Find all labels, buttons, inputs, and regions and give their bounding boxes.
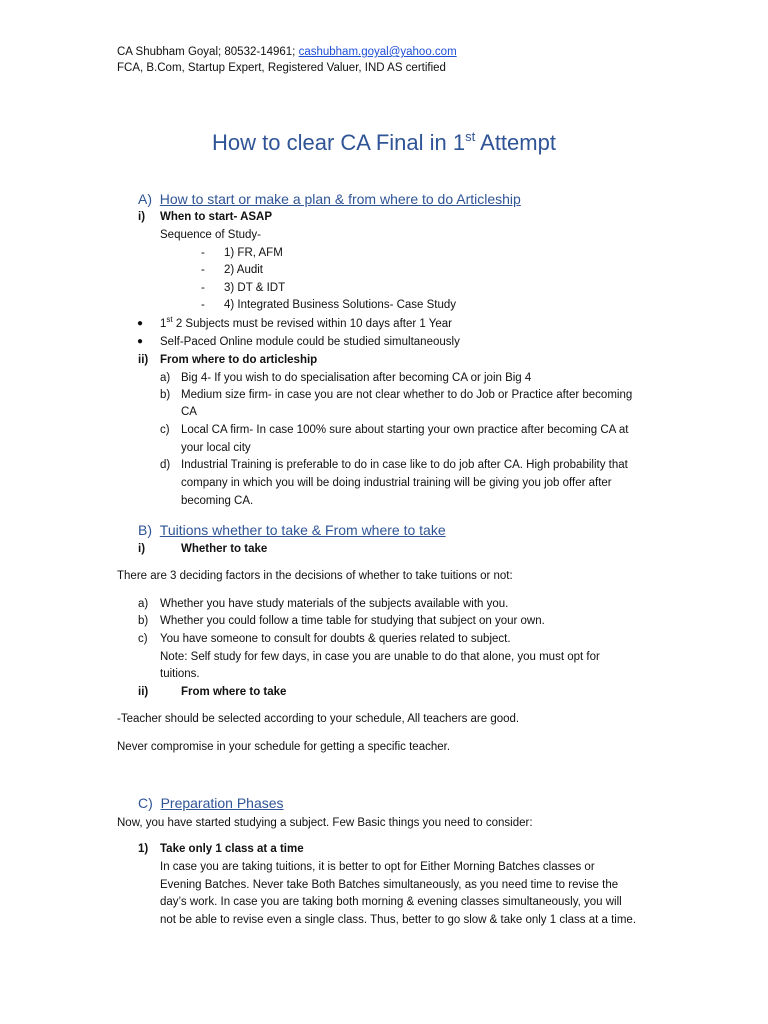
email-link[interactable]: cashubham.goyal@yahoo.com [298, 46, 457, 58]
dash-marker: - [201, 264, 205, 276]
factor-marker: c) [138, 633, 148, 645]
dash-marker: - [201, 247, 205, 259]
paragraph-line: not be able to revise even a single class. Thus, better to go slow & take only 1 class at a time. [160, 914, 637, 926]
item-marker: i) [138, 543, 146, 555]
where-articleship: From where to do articleship [160, 354, 318, 366]
item-marker: i) [138, 211, 146, 223]
factors-intro: There are 3 deciding factors in the decisions of whether to take tuitions or not: [117, 570, 513, 582]
factor-text: Whether you could follow a time table for studying that subject on your own. [160, 615, 545, 627]
option-text: Big 4- If you wish to do specialisation after becoming CA or join Big 4 [181, 372, 532, 384]
teacher-paragraph: -Teacher should be selected according to your schedule, All teachers are good. [117, 713, 520, 725]
author-name-phone: CA Shubham Goyal; 80532-14961; [117, 46, 296, 58]
section-a-heading: A) How to start or make a plan & from where to do Articleship [138, 191, 521, 207]
sequence-item: 3) DT & IDT [224, 282, 286, 294]
paragraph-line: Evening Batches. Never take Both Batches simultaneously, as you need time to revise the [160, 879, 619, 891]
take-one-class-title: Take only 1 class at a time [160, 843, 304, 855]
whether-to-take: Whether to take [181, 543, 268, 555]
author-line [117, 44, 457, 60]
sequence-item: 2) Audit [224, 264, 263, 276]
option-text: becoming CA. [181, 495, 254, 507]
sequence-item: 1) FR, AFM [224, 247, 283, 259]
option-marker: a) [160, 372, 171, 384]
dash-marker: - [201, 282, 205, 294]
sequence-label: Sequence of Study- [160, 229, 262, 241]
factor-text: You have someone to consult for doubts & queries related to subject. [160, 633, 511, 645]
factor-marker: b) [138, 615, 149, 627]
option-text: company in which you will be doing industrial training will be giving you job offer after [181, 477, 612, 489]
paragraph-line: day’s work. In case you are taking both morning & evening classes simultaneously, you will [160, 896, 622, 908]
title-superscript: st [465, 129, 476, 144]
note-text: Note: Self study for few days, in case you are unable to do that alone, you must opt for [160, 651, 600, 663]
option-text: Local CA firm- In case 100% sure about starting your own practice after becoming CA at [181, 424, 629, 436]
bullet-icon: ● [137, 336, 144, 347]
factor-marker: a) [138, 598, 149, 610]
section-c-heading: C) Preparation Phases [138, 795, 284, 811]
option-text: Medium size firm- in case you are not clear whether to do Job or Practice after becoming [181, 389, 633, 401]
paragraph-line: In case you are taking tuitions, it is better to opt for Either Morning Batches classes or [160, 861, 595, 873]
sequence-item: 4) Integrated Business Solutions- Case Study [224, 299, 457, 311]
item-marker: 1) [138, 843, 149, 855]
option-text: CA [181, 406, 197, 418]
bullet-self-paced: Self-Paced Online module could be studied simultaneously [160, 336, 460, 348]
phases-intro: Now, you have started studying a subject. Few Basic things you need to consider: [117, 817, 533, 829]
from-where-to-take: From where to take [181, 686, 287, 698]
option-marker: b) [160, 389, 171, 401]
factor-text: Whether you have study materials of the subjects available with you. [160, 598, 509, 610]
note-text: tuitions. [160, 668, 200, 680]
bullet-revision: 1st 2 Subjects must be revised within 10 days after 1 Year [160, 315, 452, 330]
option-text: your local city [181, 442, 251, 454]
section-b-heading: B) Tuitions whether to take & From where to take [138, 522, 446, 538]
dash-marker: - [201, 299, 205, 311]
credentials-line: FCA, B.Com, Startup Expert, Registered Valuer, IND AS certified [117, 62, 446, 74]
when-to-start: When to start- ASAP [160, 211, 273, 223]
option-text: Industrial Training is preferable to do in case like to do job after CA. High probability that [181, 459, 628, 471]
schedule-paragraph: Never compromise in your schedule for getting a specific teacher. [117, 741, 451, 753]
page-title: How to clear CA Final in 1st Attempt [212, 129, 556, 155]
bullet-icon: ● [137, 318, 144, 329]
option-marker: c) [160, 424, 170, 436]
option-marker: d) [160, 459, 171, 471]
item-marker: ii) [138, 686, 149, 698]
item-marker: ii) [138, 354, 149, 366]
